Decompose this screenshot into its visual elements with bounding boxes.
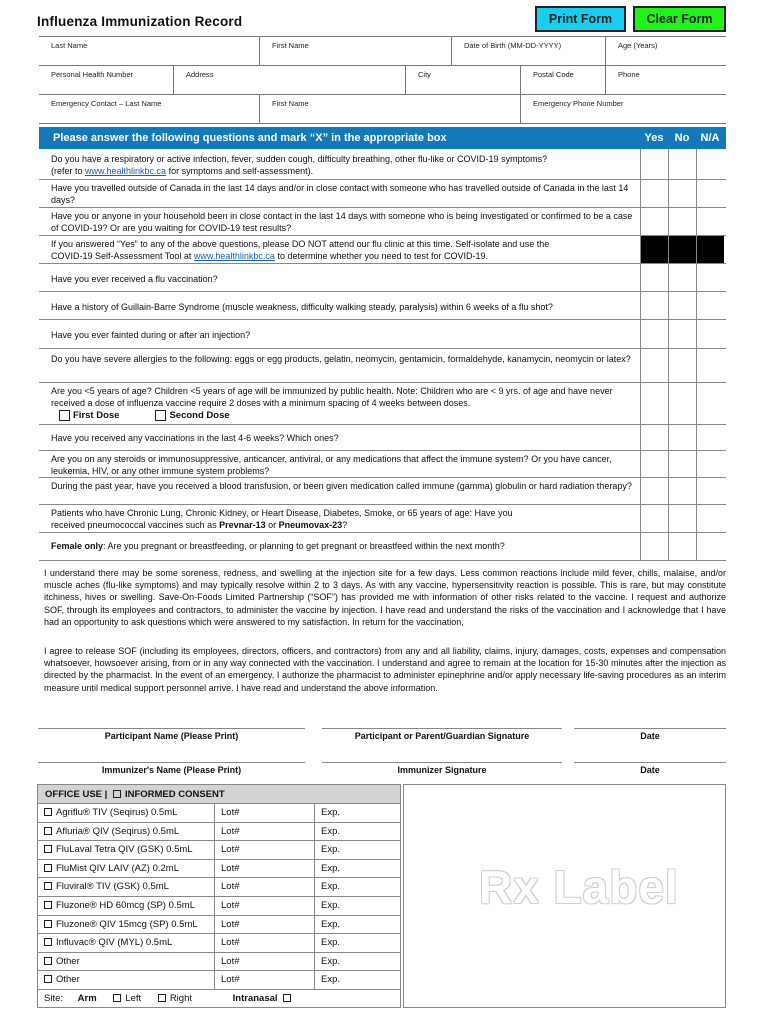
expiry-field[interactable]: Exp. [321, 825, 341, 837]
vaccine-row [38, 953, 400, 972]
question-row [39, 292, 726, 320]
no-checkbox[interactable] [668, 349, 696, 382]
yes-checkbox[interactable] [640, 533, 668, 560]
question-13-text: Patients who have Chronic Lung, Chronic Kidney, or Heart Disease, Diabetes, Smoke, or 65 years of age: Have you [51, 508, 513, 518]
yes-checkbox[interactable] [640, 264, 668, 291]
question-1-refer-text: (refer to [51, 166, 86, 176]
blocked-cell [640, 236, 668, 263]
yes-checkbox[interactable] [640, 505, 668, 532]
question-8-text: Do you have severe allergies to the following: eggs or egg products, gelatin, neomycin, gentamicin, formaldehyde, kanamycin, neomycin or latex? [51, 354, 631, 364]
question-row [39, 236, 726, 264]
na-checkbox[interactable] [696, 149, 724, 179]
questions-header-text: Please answer the following questions and mark “X” in the appropriate box [53, 132, 447, 144]
question-row [39, 451, 726, 478]
na-checkbox[interactable] [696, 533, 724, 560]
lot-number-field[interactable]: Lot# [215, 841, 315, 859]
vaccine-checkbox[interactable] [44, 957, 52, 965]
na-checkbox[interactable] [696, 180, 724, 207]
question-row [39, 425, 726, 451]
office-use-header [38, 785, 400, 804]
question-4-text: If you answered “Yes” to any of the above questions, please DO NOT attend our flu clinic at this time. Self-isolate and use the [51, 239, 550, 249]
no-checkbox[interactable] [668, 292, 696, 319]
question-9-text: Are you <5 years of age? Children <5 years of age will be immunized by public health. Note: Children who are < 9 yrs. of age and have never received a dose of influenza vaccine require 2 doses with a minimum spacing of 4 weeks between doses. [51, 386, 613, 408]
question-2-text: Have you travelled outside of Canada in the last 14 days and/or in close contact with someone who has travelled outside of Canada in the last 14 days? [51, 183, 629, 205]
consent-paragraph-2: I agree to release SOF (including its employees, directors, officers, and contractors) from any and all liability, claims, injury, damages, costs, expenses and compensation whatsoever, howsoever arising, from or in any way connected with the vaccination. I understand and agree to remain at the location for 15-30 minutes after the injection as directed by the pharmacist. In the event of an emergency, I authorize the pharmacist to administer epinephrine and/or apply necessary life-saving procedures as an interim measure until medical support personnel arrive. I have read and understand the above information. [44, 646, 726, 693]
question-5-text: Have you ever received a flu vaccination? [51, 274, 218, 284]
vaccine-checkbox[interactable] [44, 975, 52, 983]
expiry-field[interactable]: Exp. [321, 955, 341, 967]
vaccine-name: Afluria® QIV (Seqirus) 0.5mL [56, 825, 180, 837]
questions-header [39, 127, 726, 149]
question-text [51, 507, 634, 531]
right-arm-checkbox[interactable] [158, 994, 166, 1002]
question-6-text: Have a history of Guillain-Barre Syndrome (muscle weakness, difficulty walking steady, paralysis) within 6 weeks of a flu shot? [51, 302, 553, 312]
expiry-field[interactable]: Exp. [321, 918, 341, 930]
question-11-text: Are you on any steroids or immunosuppressive, anticancer, antiviral, or any medications that affect the immune system? Or you have cancer, leukemia, HIV, or any other immune system problems? [51, 454, 612, 476]
question-4-tool-end: to determine whether you need to test for COVID-19. [274, 251, 489, 261]
vaccine-name-cell [38, 934, 215, 952]
question-row [39, 533, 726, 561]
question-text [51, 238, 634, 262]
question-row [39, 320, 726, 349]
date-of-birth-field[interactable]: Date of Birth (MM-DD-YYYY) [452, 37, 606, 66]
vaccine-row [38, 897, 400, 916]
question-row [39, 349, 726, 383]
no-column-header: No [674, 132, 690, 144]
informed-consent-checkbox[interactable] [113, 790, 121, 798]
first-dose-checkbox[interactable] [59, 410, 70, 421]
lot-number-field[interactable]: Lot# [215, 916, 315, 934]
yes-checkbox[interactable] [640, 349, 668, 382]
question-13-or: or [265, 520, 279, 530]
second-dose-label: Second Dose [169, 410, 230, 421]
na-column-header: N/A [700, 132, 720, 144]
vaccine-name-cell [38, 916, 215, 934]
lot-number-field[interactable]: Lot# [215, 953, 315, 971]
office-use-label: OFFICE USE | [45, 789, 108, 800]
question-row [39, 383, 726, 425]
question-13-end: ? [342, 520, 348, 530]
intranasal-label: Intranasal [232, 993, 278, 1004]
emergency-first-name-field[interactable]: First Name [260, 95, 521, 124]
participant-signature-line[interactable] [322, 728, 562, 729]
question-10-text: Have you received any vaccinations in the last 4-6 weeks? Which ones? [51, 433, 339, 443]
emergency-last-name-field[interactable]: Emergency Contact – Last Name [39, 95, 260, 124]
informed-consent-label: INFORMED CONSENT [124, 789, 225, 800]
immunizer-name-label: Immunizer's Name (Please Print) [101, 765, 242, 775]
arm-label: Arm [77, 993, 97, 1004]
vaccine-name: Fluzone® QIV 15mcg (SP) 0.5mL [56, 918, 198, 930]
yes-checkbox[interactable] [640, 320, 668, 348]
immunizer-signature-label: Immunizer Signature [397, 765, 487, 775]
no-checkbox[interactable] [668, 451, 696, 477]
phone-field[interactable]: Phone [606, 66, 726, 95]
yes-checkbox[interactable] [640, 478, 668, 504]
vaccine-name: Other [56, 955, 80, 967]
rx-label-watermark: Rx Label [479, 861, 679, 913]
question-row [39, 478, 726, 505]
na-checkbox[interactable] [696, 505, 724, 532]
date-line-2[interactable] [574, 762, 726, 763]
vaccine-name: Fluzone® HD 60mcg (SP) 0.5mL [56, 900, 195, 911]
vaccine-row [38, 860, 400, 879]
question-row [39, 149, 726, 180]
na-checkbox[interactable] [696, 208, 724, 235]
no-checkbox[interactable] [668, 533, 696, 560]
date-label-2: Date [640, 765, 660, 775]
question-4-tool-text: COVID-19 Self-Assessment Tool at [51, 251, 194, 261]
pneumovax-label: Pneumovax-23 [278, 520, 343, 530]
vaccine-row [38, 841, 400, 860]
vaccine-checkbox[interactable] [44, 901, 52, 909]
clear-form-button[interactable]: Clear Form [633, 6, 726, 32]
blocked-cell [668, 236, 696, 263]
yes-checkbox[interactable] [640, 149, 668, 179]
question-14-text: : Are you pregnant or breastfeeding, or planning to get pregnant or breastfeed within the next month? [103, 541, 505, 551]
vaccine-row [38, 823, 400, 842]
vaccine-checkbox[interactable] [44, 845, 52, 853]
vaccine-checkbox[interactable] [44, 882, 52, 890]
immunizer-signature-line[interactable] [322, 762, 562, 763]
lot-number-field[interactable]: Lot# [215, 878, 315, 896]
na-checkbox[interactable] [696, 383, 724, 424]
personal-health-number-field[interactable]: Personal Health Number [39, 66, 174, 95]
lot-number-field[interactable]: Lot# [215, 934, 315, 952]
rx-label-area [403, 784, 726, 1008]
healthlinkbc-link[interactable]: www.healthlinkbc.ca [193, 251, 275, 261]
participant-name-label: Participant Name (Please Print) [104, 731, 239, 741]
question-3-text: Have you or anyone in your household been in close contact in the last 14 days with someone who is being investigated or confirmed to be a case of COVID-19? Or are you waiting for COVID-19 test results? [51, 211, 633, 233]
vaccine-checkbox[interactable] [44, 938, 52, 946]
question-13-received: received pneumococcal vaccines such as [51, 520, 220, 530]
no-checkbox[interactable] [668, 208, 696, 235]
female-only-label: Female only [51, 541, 104, 551]
na-checkbox[interactable] [696, 425, 724, 450]
left-arm-checkbox[interactable] [113, 994, 121, 1002]
vaccine-checkbox[interactable] [44, 827, 52, 835]
no-checkbox[interactable] [668, 264, 696, 291]
question-7-text: Have you ever fainted during or after an injection? [51, 330, 251, 340]
vaccine-checkbox[interactable] [44, 808, 52, 816]
expiry-field[interactable]: Exp. [321, 862, 341, 874]
na-checkbox[interactable] [696, 349, 724, 382]
print-form-button[interactable]: Print Form [535, 6, 626, 32]
vaccine-name-cell [38, 804, 215, 822]
question-text [51, 153, 634, 177]
vaccine-name-cell [38, 897, 215, 915]
no-checkbox[interactable] [668, 478, 696, 504]
form-title: Influenza Immunization Record [37, 14, 243, 29]
vaccine-name-cell [38, 878, 215, 896]
yes-checkbox[interactable] [640, 383, 668, 424]
yes-checkbox[interactable] [640, 208, 668, 235]
vaccine-row [38, 916, 400, 935]
right-label: Right [169, 993, 192, 1004]
intranasal-checkbox[interactable] [283, 994, 291, 1002]
vaccine-checkbox[interactable] [44, 864, 52, 872]
lot-number-field[interactable]: Lot# [215, 823, 315, 841]
na-checkbox[interactable] [696, 478, 724, 504]
participant-signature-label: Participant or Parent/Guardian Signature [354, 731, 530, 741]
second-dose-checkbox[interactable] [155, 410, 166, 421]
injection-site-row [38, 990, 400, 1008]
vaccine-name: Other [56, 974, 80, 986]
vaccine-row [38, 878, 400, 897]
expiry-field[interactable]: Exp. [321, 937, 341, 949]
healthlinkbc-link[interactable]: www.healthlinkbc.ca [85, 166, 167, 176]
expiry-field[interactable]: Exp. [321, 900, 341, 911]
emergency-phone-field[interactable]: Emergency Phone Number [521, 95, 726, 124]
prevnar-label: Prevnar-13 [219, 520, 266, 530]
first-dose-label: First Dose [73, 410, 120, 421]
postal-code-field[interactable]: Postal Code [521, 66, 606, 95]
immunizer-name-line[interactable] [38, 762, 305, 763]
no-checkbox[interactable] [668, 180, 696, 207]
lot-number-field[interactable]: Lot# [215, 897, 315, 915]
participant-name-line[interactable] [38, 728, 305, 729]
expiry-field[interactable]: Exp. [321, 881, 341, 893]
na-checkbox[interactable] [696, 451, 724, 477]
blocked-cell [696, 236, 724, 263]
vaccine-name-cell [38, 841, 215, 859]
vaccine-name-cell [38, 860, 215, 878]
yes-checkbox[interactable] [640, 180, 668, 207]
address-field[interactable]: Address [174, 66, 406, 95]
expiry-field[interactable]: Exp. [321, 844, 341, 856]
question-text [51, 385, 634, 422]
first-name-field[interactable]: First Name [260, 37, 452, 66]
na-checkbox[interactable] [696, 292, 724, 319]
question-1-text: Do you have a respiratory or active infection, fever, sudden cough, difficulty breathing, other flu-like or COVID-19 symptoms? [51, 154, 548, 164]
no-checkbox[interactable] [668, 149, 696, 179]
no-checkbox[interactable] [668, 383, 696, 424]
no-checkbox[interactable] [668, 505, 696, 532]
lot-number-field[interactable]: Lot# [215, 860, 315, 878]
yes-checkbox[interactable] [640, 292, 668, 319]
yes-checkbox[interactable] [640, 451, 668, 477]
left-label: Left [125, 993, 142, 1004]
question-row [39, 208, 726, 236]
vaccine-name: Fluviral® TIV (GSK) 0.5mL [56, 881, 169, 893]
vaccine-row [38, 804, 400, 823]
question-row [39, 505, 726, 533]
age-field[interactable]: Age (Years) [606, 37, 726, 66]
last-name-field[interactable]: Last Name [39, 37, 260, 66]
lot-number-field[interactable]: Lot# [215, 804, 315, 822]
na-checkbox[interactable] [696, 320, 724, 348]
date-label-1: Date [640, 731, 660, 741]
consent-paragraph-1: I understand there may be some soreness, redness, and swelling at the injection site for a few days. Less common reactions include mild fever, chills, malaise, and/or muscle aches (flu-like symptoms) and may typically resolve within 2 to 3 days. As with any vaccine, hypersensitivity reaction is possible. This is rare, but may constitute itchiness, hives or swelling. Save-On-Foods Limited Partnership (“SOF”) has provided me with information of other risks related to the vaccine. I request and authorize SOF, through its employees and contractors, to administer the vaccine by injection. I have read and understand the risks of the vaccination and I acknowledge that I have had an opportunity to ask questions which were answered to my satisfaction. In return for the vaccination, [44, 568, 726, 627]
na-checkbox[interactable] [696, 264, 724, 291]
vaccine-row [38, 971, 400, 990]
expiry-field[interactable]: Exp. [321, 974, 341, 986]
question-1-refer-end: for symptoms and self-assessment). [166, 166, 314, 176]
question-text [51, 540, 634, 552]
question-12-text: During the past year, have you received a blood transfusion, or been given medication called immune (gamma) globulin or hard radiation therapy? [51, 481, 632, 491]
vaccine-name: Agriflu® TIV (Seqirus) 0.5mL [56, 807, 178, 818]
lot-number-field[interactable]: Lot# [215, 971, 315, 989]
vaccine-name-cell [38, 823, 215, 841]
date-line-1[interactable] [574, 728, 726, 729]
city-field[interactable]: City [406, 66, 521, 95]
site-label: Site: [44, 993, 64, 1004]
vaccine-name-cell [38, 971, 215, 989]
vaccine-name: FluLaval Tetra QIV (GSK) 0.5mL [56, 844, 193, 856]
yes-checkbox[interactable] [640, 425, 668, 450]
vaccine-row [38, 934, 400, 953]
office-use-table [37, 784, 401, 1008]
vaccine-name: Influvac® QIV (MYL) 0.5mL [56, 937, 173, 949]
question-row [39, 180, 726, 208]
expiry-field[interactable]: Exp. [321, 807, 341, 818]
patient-info-grid [39, 36, 726, 123]
yes-column-header: Yes [644, 132, 664, 144]
no-checkbox[interactable] [668, 425, 696, 450]
vaccine-name: FluMist QIV LAIV (AZ) 0.2mL [56, 862, 179, 874]
vaccine-name-cell [38, 953, 215, 971]
vaccine-checkbox[interactable] [44, 920, 52, 928]
question-row [39, 264, 726, 292]
no-checkbox[interactable] [668, 320, 696, 348]
